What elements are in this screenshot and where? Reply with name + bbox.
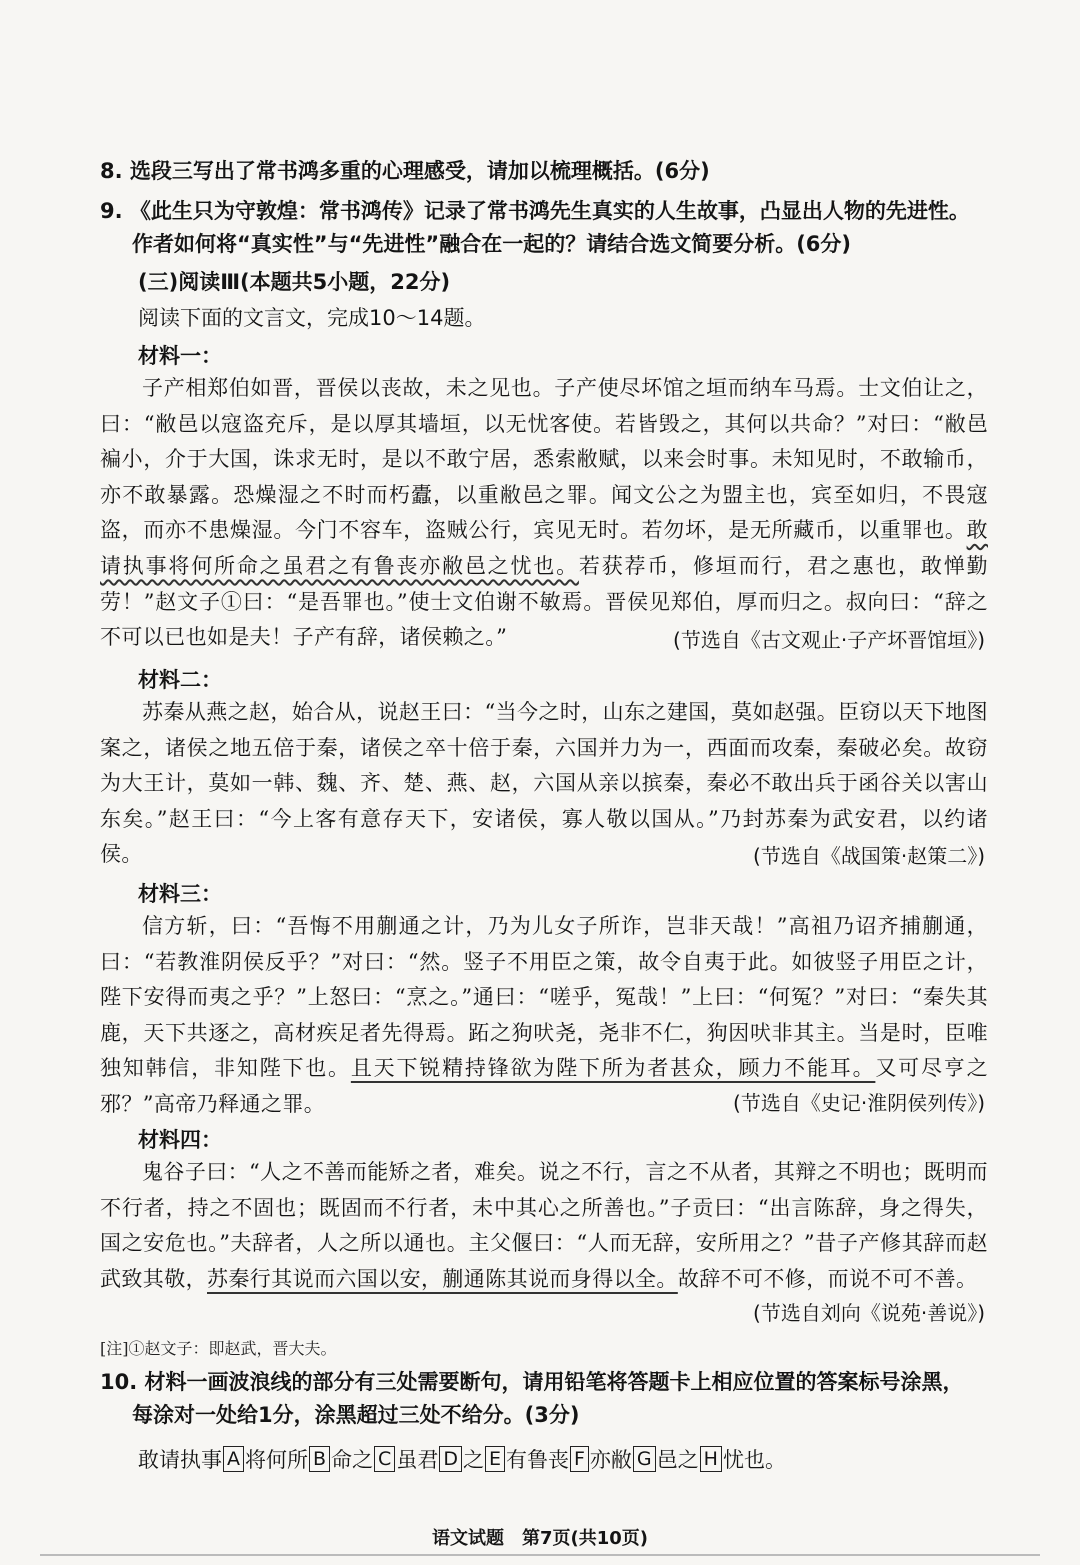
- question-number: 10.: [100, 1370, 138, 1394]
- segment-text: 将何所: [245, 1448, 308, 1472]
- segment-text: 敢请执事: [138, 1448, 222, 1472]
- material-1-text: [100, 371, 988, 656]
- segment-text: 邑之: [656, 1448, 699, 1472]
- material-2-title: 材料二：: [138, 668, 222, 692]
- option-box-d: D: [439, 1446, 462, 1472]
- material-1-text-before: 子产相郑伯如晋，晋侯以丧故，未之见也。子产使尽坏馆之垣而纳车马焉。士文伯让之，曰：“敝邑以寇盗充斥，是以厚其墙垣，以无忧客使。若皆毁之，其何以共命？”对曰：“敝邑褊小，介于大国，诛求无时，是以不敢宁居，悉索敝赋，以来会时事。未知见时，不敢输币，亦不敢暴露。恐燥湿之不时而朽蠹，以重敝邑之罪。闻文公之为盟主也，宾至如归，不畏寇盗，而亦不患燥湿。今门不容车，盗贼公行，宾见无时。若勿坏，是无所藏币，以重罪也。: [100, 376, 988, 543]
- material-3-text-before: 信方斩，曰：“吾悔不用蒯通之计，乃为儿女子所诈，岂非天哉！”高祖乃诏齐捕蒯通，曰：“若教淮阴侯反乎？”对曰：“然。竖子不用臣之策，故令自夷于此。如彼竖子用臣之计，陛下安得而夷之乎？”上怒曰：“烹之。”通曰：“嗟乎，冤哉！”上曰：“何冤？”对曰：“秦失其鹿，天下共逐之，高材疾足者先得焉。跖之狗吠尧，尧非不仁，狗因吠非其主。当是时，臣唯独知韩信，非知陛下也。: [100, 914, 988, 1081]
- segment-text: 亦敝: [589, 1448, 632, 1472]
- option-box-e: E: [485, 1446, 505, 1472]
- punctuation-options: [138, 1444, 786, 1474]
- material-4-text: [100, 1155, 988, 1297]
- material-3-title: 材料三：: [138, 882, 222, 906]
- material-4-title: 材料四：: [138, 1128, 222, 1152]
- question-number: 8.: [100, 159, 123, 183]
- material-4-text-after: 故辞不可不修，而说不可不善。: [677, 1266, 978, 1291]
- question-9: [100, 195, 990, 261]
- option-box-h: H: [700, 1446, 722, 1472]
- segment-text: 命之: [331, 1448, 374, 1472]
- segment-text: 虽君: [396, 1448, 439, 1472]
- option-box-a: A: [223, 1446, 244, 1472]
- question-text: 选段三写出了常书鸿多重的心理感受，请加以梳理概括。(6分): [129, 159, 710, 183]
- material-3-text-after: 又可尽亨之邪？”高帝乃释通之罪。: [100, 1056, 988, 1116]
- material-1-wavy-sentence: 敢请执事将何所命之虽君之有鲁丧亦敝邑之忧也。: [100, 518, 988, 578]
- material-1-title: 材料一：: [138, 344, 222, 368]
- question-number: 9.: [100, 199, 123, 223]
- segment-text: 有鲁丧: [505, 1448, 569, 1472]
- section-instruction: 阅读下面的文言文，完成10～14题。: [138, 306, 486, 330]
- question-text-line2: 作者如何将“真实性”与“先进性”融合在一起的？请结合选文简要分析。(6分): [132, 232, 852, 256]
- material-2-source: (节选自《战国策·赵策二》): [753, 844, 985, 868]
- question-8: [100, 155, 990, 188]
- question-10: [100, 1366, 990, 1432]
- material-4-source: (节选自刘向《说苑·善说》): [753, 1301, 985, 1325]
- material-2-text: 苏秦从燕之赵，始合从，说赵王曰：“当今之时，山东之建国，莫如赵强。臣窃以天下地图案之，诸侯之地五倍于秦，诸侯之卒十倍于秦，六国并力为一，西面而攻秦，秦破必矣。故窃为大王计，莫如一韩、魏、齐、楚、燕、赵，六国从亲以摈秦，秦必不敢出兵于函谷关以害山东矣。”赵王曰：“今上客有意存天下，安诸侯，寡人敬以国从。”乃封苏秦为武安君，以约诸侯。: [100, 700, 988, 867]
- option-box-f: F: [570, 1446, 589, 1472]
- material-1-source: (节选自《古文观止·子产坏晋馆垣》): [673, 628, 985, 652]
- material-4-underlined-sentence: 苏秦行其说而六国以安，蒯通陈其说而身得以全。: [207, 1266, 678, 1291]
- option-box-b: B: [309, 1446, 330, 1472]
- page-footer: 语文试题 第7页(共10页): [431, 1528, 649, 1549]
- material-3-underlined-sentence: 且天下锐精持锋欲为陛下所为者甚众，顾力不能耳。: [350, 1056, 876, 1081]
- option-box-g: G: [633, 1446, 656, 1472]
- footnote: [注]①赵文子：即赵武，晋大夫。: [100, 1339, 337, 1358]
- material-3-source: (节选自《史记·淮阴侯列传》): [733, 1091, 985, 1115]
- material-1-text-after: 若获荐币，修垣而行，君之惠也，敢惮勤劳！”赵文子①曰：“是吾罪也。”使士文伯谢不敏焉。晋侯见郑伯，厚而归之。叔向曰：“辞之不可以已也如是夫！子产有辞，诸侯赖之。”: [100, 553, 988, 650]
- segment-text: 之: [462, 1448, 484, 1472]
- question-text-line1: 材料一画波浪线的部分有三处需要断句，请用铅笔将答题卡上相应位置的答案标号涂黑，: [144, 1370, 964, 1394]
- bottom-rule: [40, 1554, 1040, 1556]
- question-text-line2: 每涂对一处给1分，涂黑超过三处不给分。(3分): [132, 1403, 580, 1427]
- section-title: (三)阅读Ⅲ(本题共5小题，22分): [138, 270, 451, 294]
- material-4-text-before: 鬼谷子曰：“人之不善而能矫之者，难矣。说之不行，言之不从者，其辩之不明也；既明而不行者，持之不固也；既固而不行者，未中其心之所善也。”子贡曰：“出言陈辞，身之得失，国之安危也。”夫辞者，人之所以通也。主父偃曰：“人而无辞，安所用之？”昔子产修其辞而赵武致其敬，: [100, 1160, 988, 1291]
- question-text-line1: 《此生只为守敦煌：常书鸿传》记录了常书鸿先生真实的人生故事，凸显出人物的先进性。: [129, 199, 970, 223]
- segment-text: 忧也。: [722, 1448, 786, 1472]
- option-box-c: C: [374, 1446, 395, 1472]
